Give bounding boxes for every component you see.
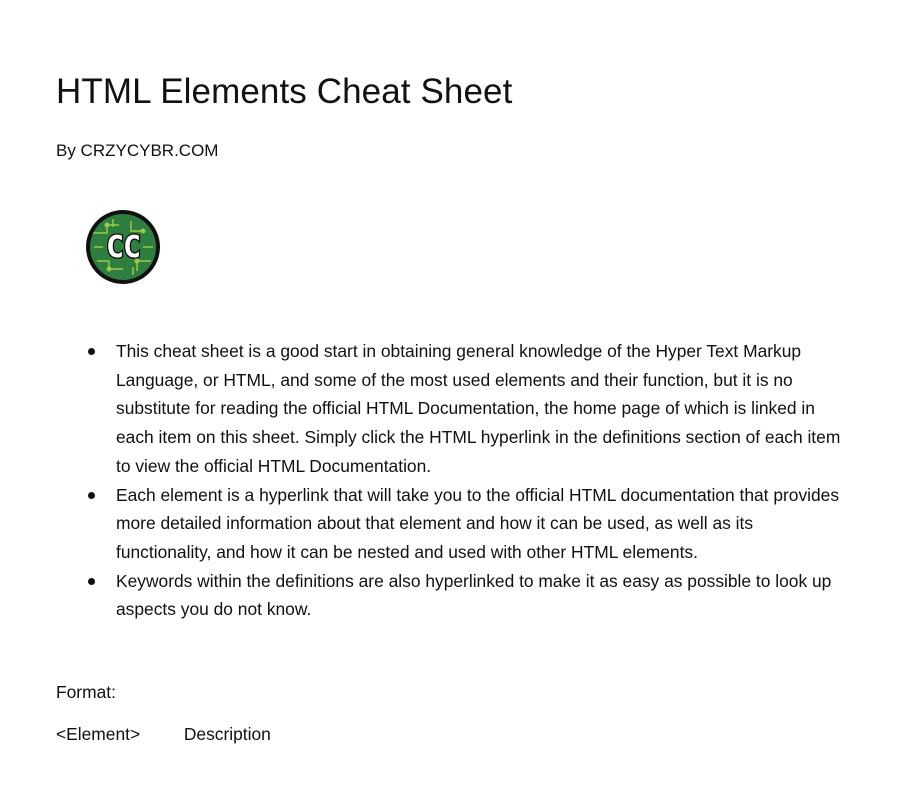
cc-logo-icon xyxy=(85,209,161,285)
info-bullet-list xyxy=(116,337,846,624)
format-label: Format: xyxy=(56,682,116,702)
info-bullet: Keywords within the definitions are also hyperlinked to make it as easy as possible to look up aspects you do not know. xyxy=(116,567,846,624)
info-bullet: Each element is a hyperlink that will take you to the official HTML documentation that provides more detailed information about that element and how it can be used, as well as its functionality, and how it can be nested and used with other HTML elements. xyxy=(116,481,846,567)
info-bullet: This cheat sheet is a good start in obtaining general knowledge of the Hyper Text Markup Language, or HTML, and some of the most used elements and their function, but it is no substitute for reading the official HTML Documentation, the home page of which is linked in each item on this sheet. Simply click the HTML hyperlink in the definitions section of each item to view the official HTML Documentation. xyxy=(116,337,846,481)
svg-text:CC: CC xyxy=(105,230,141,265)
format-row xyxy=(56,723,271,745)
page-title: HTML Elements Cheat Sheet xyxy=(56,72,513,111)
format-description-column: Description xyxy=(183,724,271,744)
format-element-column: <Element> xyxy=(56,724,141,744)
byline: By CRZYCYBR.COM xyxy=(56,141,219,160)
